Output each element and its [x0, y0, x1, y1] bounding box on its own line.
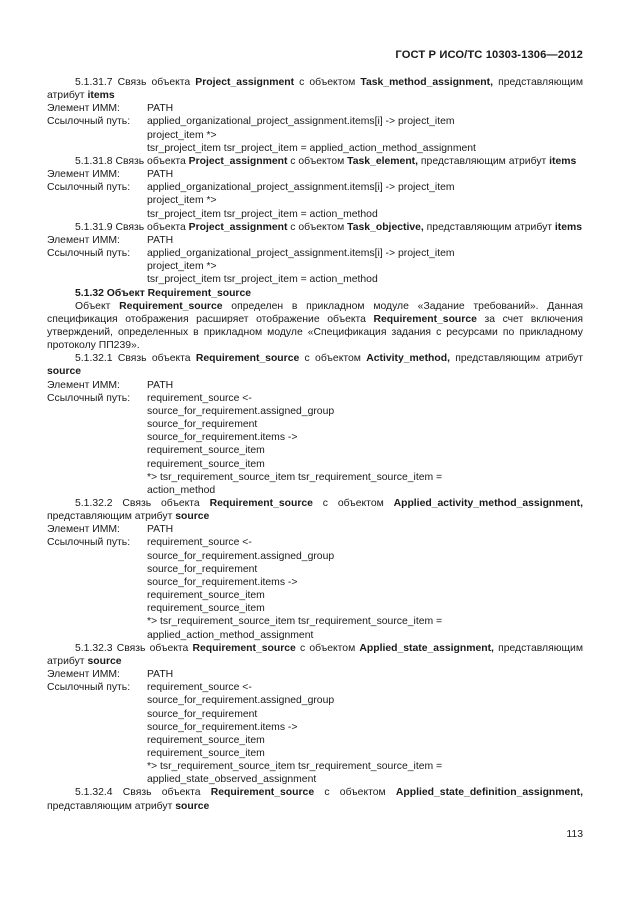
- reference-path-value: [147, 247, 583, 286]
- paragraph: [47, 642, 583, 668]
- path-line: requirement_source_item: [147, 747, 265, 759]
- text-run: Объект: [75, 300, 120, 312]
- text-run: представляющим атрибут: [47, 511, 176, 523]
- path-line: tsr_project_item tsr_project_item = action_method: [147, 274, 378, 286]
- paragraph: [47, 76, 583, 102]
- element-label: Элемент ИММ:: [47, 379, 120, 391]
- path-line: applied_action_method_assignment: [147, 629, 314, 641]
- element-label: Элемент ИММ:: [47, 669, 120, 681]
- text-run: 5.1.32.1 Связь объекта: [75, 353, 196, 365]
- bold-term: Requirement_source: [192, 642, 296, 654]
- text-run: определен в прикладном модуле «Задание требований». Данная спецификация отображения расширяет отображение объекта: [47, 300, 584, 325]
- text-run: представляющим атрибут: [47, 800, 176, 812]
- text-run: 5.1.32.3 Связь объекта: [75, 642, 193, 654]
- path-line: requirement_source <-: [147, 682, 252, 694]
- path-line: requirement_source_item: [147, 590, 265, 602]
- bold-term: items: [554, 221, 583, 233]
- text-run: представляющим атрибут: [418, 155, 550, 167]
- reference-path-row: [47, 115, 583, 154]
- path-line: action_method: [147, 484, 216, 496]
- bold-term: Task_element,: [347, 155, 419, 167]
- paragraph: [47, 221, 583, 234]
- reference-path-row: [47, 536, 583, 641]
- page-content: [47, 76, 583, 813]
- bold-term: Activity_method,: [366, 353, 450, 365]
- element-value: PATH: [147, 379, 174, 391]
- path-line: requirement_source <-: [147, 392, 252, 404]
- path-line: project_item *>: [147, 261, 217, 273]
- reference-path-value: [147, 536, 583, 641]
- path-line: tsr_project_item tsr_project_item = action_method: [147, 208, 378, 220]
- element-row: [47, 668, 583, 681]
- reference-path-value: [147, 681, 583, 786]
- bold-term: Project_assignment: [195, 77, 295, 88]
- page-number: 113: [566, 829, 583, 840]
- path-line: source_for_requirement: [147, 708, 258, 720]
- text-run: с объектом: [287, 221, 348, 233]
- element-label: Элемент ИММ:: [47, 524, 120, 536]
- element-value: PATH: [147, 524, 174, 536]
- reference-path-label: Ссылочный путь:: [47, 537, 131, 549]
- reference-path-label: Ссылочный путь:: [47, 682, 131, 694]
- element-value: PATH: [147, 169, 174, 181]
- reference-path-row: [47, 247, 583, 286]
- bold-term: Project_assignment: [188, 221, 288, 233]
- path-line: applied_organizational_project_assignment.items[i] -> project_item: [147, 248, 455, 260]
- path-line: *> tsr_requirement_source_item tsr_requirement_source_item =: [147, 471, 443, 483]
- path-line: requirement_source_item: [147, 734, 265, 746]
- bold-term: items: [549, 155, 577, 167]
- text-run: с объектом: [299, 353, 367, 365]
- path-line: source_for_requirement.assigned_group: [147, 550, 335, 562]
- path-line: source_for_requirement.assigned_group: [147, 695, 335, 707]
- path-line: *> tsr_requirement_source_item tsr_requirement_source_item =: [147, 761, 443, 773]
- paragraph: [47, 786, 583, 812]
- text-run: с объектом: [287, 155, 348, 167]
- element-row: [47, 379, 583, 392]
- bold-term: Task_objective,: [347, 221, 424, 233]
- path-line: source_for_requirement: [147, 563, 258, 575]
- text-run: за счет включения утверждений, определенных в прикладном модуле «Спецификация задания с ресурсами по прикладному протоколу ПП239».: [47, 313, 583, 352]
- reference-path-value: [147, 181, 583, 220]
- text-run: с объектом: [295, 642, 360, 654]
- path-line: source_for_requirement.items ->: [147, 432, 298, 444]
- paragraph: [47, 300, 583, 353]
- path-line: applied_organizational_project_assignment.items[i] -> project_item: [147, 182, 455, 194]
- bold-term: items: [87, 90, 115, 102]
- element-value: PATH: [147, 669, 174, 681]
- path-line: requirement_source_item: [147, 603, 265, 615]
- reference-path-row: [47, 392, 583, 497]
- paragraph: [47, 155, 583, 168]
- element-label: Элемент ИММ:: [47, 103, 120, 115]
- path-line: applied_state_observed_assignment: [147, 774, 317, 786]
- bold-term: Task_method_assignment,: [360, 77, 493, 88]
- reference-path-label: Ссылочный путь:: [47, 182, 131, 194]
- text-run: представляющим атрибут: [449, 353, 583, 365]
- reference-path-label: Ссылочный путь:: [47, 116, 131, 128]
- text-run: с объектом: [294, 77, 361, 88]
- reference-path-label: Ссылочный путь:: [47, 248, 131, 260]
- text-run: 5.1.32.4 Связь объекта: [75, 787, 211, 799]
- bold-term: Applied_state_assignment,: [359, 642, 494, 654]
- text-run: представляющим атрибут: [47, 642, 583, 667]
- text-run: с объектом: [314, 787, 396, 799]
- bold-term: Requirement_source: [209, 498, 313, 509]
- text-run: 5.1.31.8 Связь объекта: [75, 155, 189, 167]
- bold-term: source: [175, 511, 210, 523]
- element-row: [47, 102, 583, 115]
- element-row: [47, 234, 583, 247]
- bold-term: Requirement_source: [119, 300, 223, 312]
- reference-path-row: [47, 681, 583, 786]
- path-line: requirement_source <-: [147, 537, 252, 549]
- path-line: source_for_requirement: [147, 419, 258, 431]
- text-run: представляющим атрибут: [423, 221, 555, 233]
- standard-header: ГОСТ Р ИСО/ТС 10303-1306—2012: [395, 49, 583, 61]
- bold-term: Project_assignment: [188, 155, 288, 167]
- bold-term: Requirement_source: [195, 353, 300, 365]
- text-run: представляющим атрибут: [47, 77, 583, 102]
- bold-term: Requirement_source: [210, 787, 315, 799]
- element-label: Элемент ИММ:: [47, 234, 120, 246]
- paragraph: [47, 497, 583, 523]
- bold-term: Applied_state_definition_assignment,: [395, 787, 583, 799]
- bold-term: Applied_activity_method_assignment,: [393, 498, 583, 509]
- element-row: [47, 523, 583, 536]
- paragraph: [47, 352, 583, 378]
- element-value: PATH: [147, 103, 174, 115]
- path-line: *> tsr_requirement_source_item tsr_requirement_source_item =: [147, 616, 443, 628]
- reference-path-value: [147, 115, 583, 154]
- path-line: source_for_requirement.items ->: [147, 576, 298, 588]
- bold-term: source: [47, 366, 82, 378]
- text-run: с объектом: [312, 498, 394, 509]
- path-line: requirement_source_item: [147, 458, 265, 470]
- path-line: applied_organizational_project_assignment.items[i] -> project_item: [147, 116, 455, 128]
- text-run: 5.1.32.2 Связь объекта: [75, 498, 210, 509]
- element-value: PATH: [147, 234, 174, 246]
- path-line: project_item *>: [147, 129, 217, 141]
- text-run: 5.1.31.9 Связь объекта: [75, 221, 189, 233]
- bold-term: Requirement_source: [373, 313, 477, 325]
- path-line: project_item *>: [147, 195, 217, 207]
- bold-term: source: [175, 800, 210, 812]
- reference-path-value: [147, 392, 583, 497]
- element-label: Элемент ИММ:: [47, 169, 120, 181]
- bold-term: source: [87, 655, 122, 667]
- section-title: 5.1.32 Объект Requirement_source: [75, 287, 252, 299]
- path-line: tsr_project_item tsr_project_item = applied_action_method_assignment: [147, 142, 476, 154]
- path-line: requirement_source_item: [147, 445, 265, 457]
- reference-path-row: [47, 181, 583, 220]
- text-run: 5.1.31.7 Связь объекта: [75, 77, 196, 88]
- path-line: source_for_requirement.items ->: [147, 721, 298, 733]
- element-row: [47, 168, 583, 181]
- reference-path-label: Ссылочный путь:: [47, 392, 131, 404]
- path-line: source_for_requirement.assigned_group: [147, 405, 335, 417]
